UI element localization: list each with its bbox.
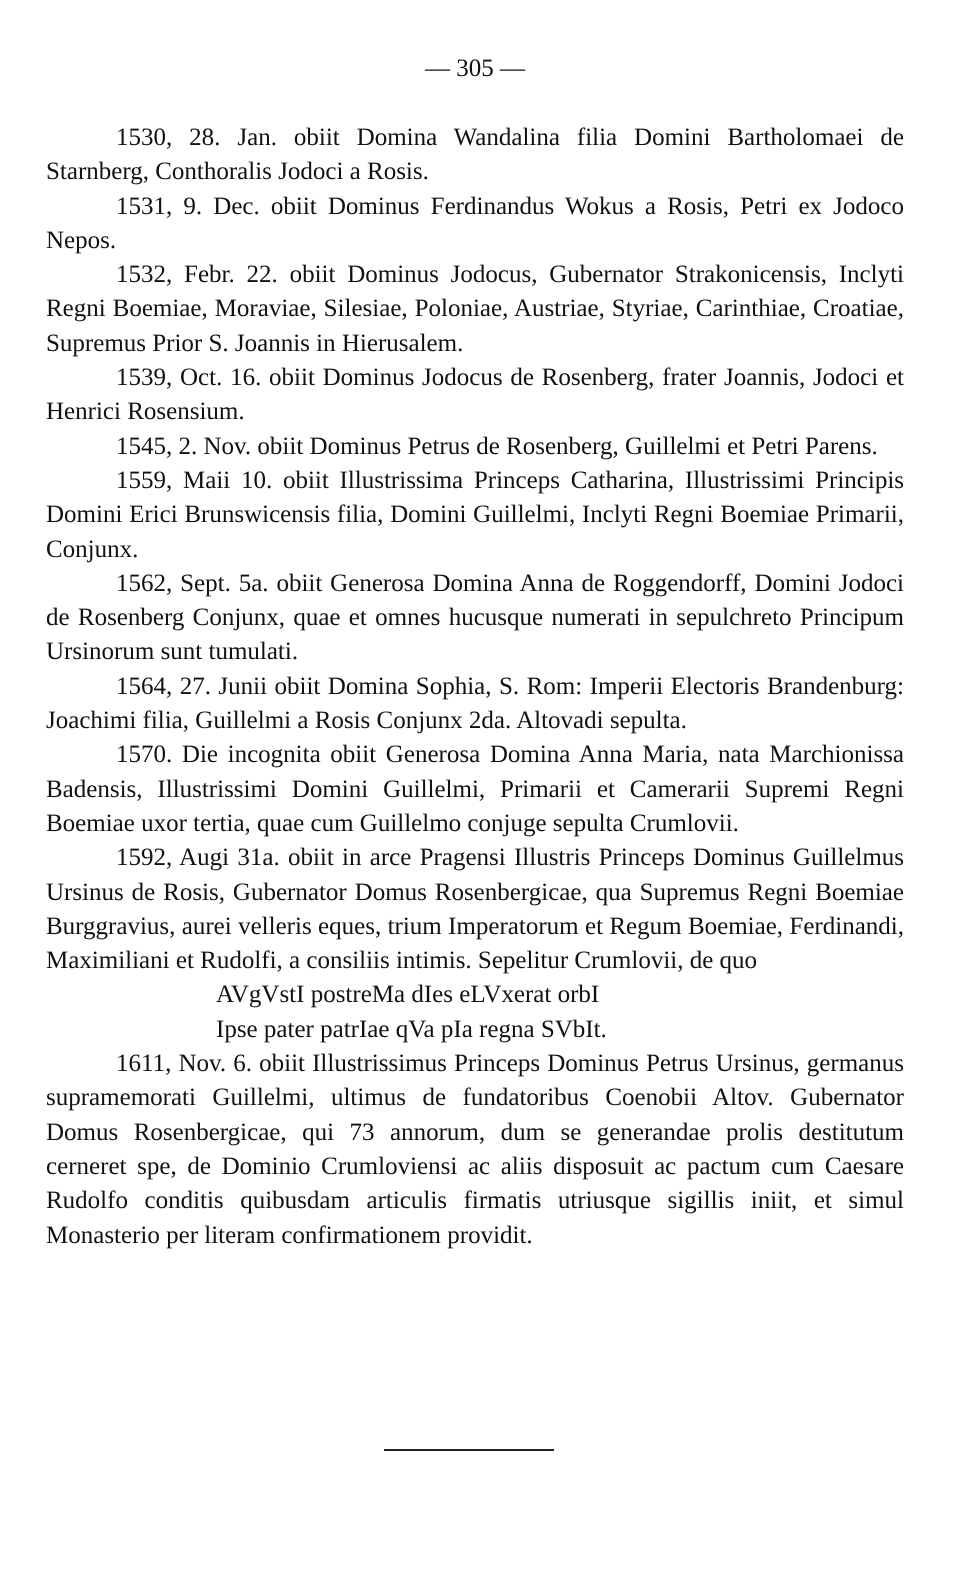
entry-1545: 1545, 2. Nov. obiit Dominus Petrus de Rosenberg, Guillelmi et Petri Parens. bbox=[116, 432, 878, 460]
chronogram-line-2: Ipse pater patrIae qVa pIa regna SVbIt. bbox=[216, 1015, 607, 1043]
page-number: — 305 — bbox=[425, 55, 525, 82]
entry-1531: 1531, 9. Dec. obiit Dominus Ferdinandus Wokus a Rosis, Petri ex Jodoco Nepos. bbox=[46, 192, 904, 254]
entry-1559: 1559, Maii 10. obiit Illustrissima Princeps Catharina, Illustrissimi Principis Domini Erici Brunswicensis filia, Domini Guillelmi, Inclyti Regni Boemiae Primarii, Conjunx. bbox=[46, 466, 904, 563]
entry-1539: 1539, Oct. 16. obiit Dominus Jodocus de Rosenberg, frater Joannis, Jodoci et Henrici Rosensium. bbox=[46, 364, 904, 426]
entry-1564: 1564, 27. Junii obiit Domina Sophia, S. Rom: Imperii Electoris Brandenburg: Joachimi filia, Guillelmi a Rosis Conjunx 2da. Altovadi sepulta. bbox=[46, 672, 904, 735]
entry-1592: 1592, Augi 31a. obiit in arce Pragensi Illustris Princeps Dominus Guillelmus Ursinus de Rosis, Gubernator Domus Rosenbergicae, qua Supremus Regni Boemiae Burggravius, aurei velleris eques, trium Imperatorum et Regum Boemiae, Ferdinandi, Maximiliani et Rudolfi, a consiliis intimis. Sepelitur Crumlovii, de quo bbox=[46, 844, 904, 975]
entry-1570: 1570. Die incognita obiit Generosa Domina Anna Maria, nata Marchionissa Badensis, Illustrissimi Domini Guillelmi, Primarii et Camerarii Supremi Regni Boemiae uxor tertia, quae cum Guillelmo conjuge sepulta Crumlovii. bbox=[46, 741, 904, 837]
entry-1611: 1611, Nov. 6. obiit Illustrissimus Princeps Dominus Petrus Ursinus, germanus supramemorati Guillelmi, ultimus de fundatoribus Coenobii Altov. Gubernator Domus Rosenbergicae, qui 73 annorum, dum se generandae prolis destitutum cerneret spe, de Dominio Crumloviensi ac aliis disposuit ac pactum cum Caesare Rudolfo conditis quibusdam articulis firmatis utriusque sigillis iniit, et simul Monasterio per literam confirmationem providit. bbox=[46, 1050, 904, 1249]
end-rule bbox=[384, 1449, 554, 1451]
document-page bbox=[46, 52, 904, 1253]
entry-1530: 1530, 28. Jan. obiit Domina Wandalina filia Domini Bartholomaei de Starnberg, Conthoralis Jodoci a Rosis. bbox=[46, 124, 904, 186]
entry-1562: 1562, Sept. 5a. obiit Generosa Domina Anna de Roggendorff, Domini Jodoci de Rosenberg Conjunx, quae et omnes hucusque numerati in sepulchreto Principum Ursinorum sunt tumulati. bbox=[46, 569, 904, 666]
entry-1532: 1532, Febr. 22. obiit Dominus Jodocus, Gubernator Strakonicensis, Inclyti Regni Boemiae, Moraviae, Silesiae, Poloniae, Austriae, Styriae, Carinthiae, Croatiae, Supremus Prior S. Joannis in Hierusalem. bbox=[46, 261, 904, 357]
chronogram-line-1: AVgVstI postreMa dIes eLVxerat orbI bbox=[216, 981, 600, 1009]
